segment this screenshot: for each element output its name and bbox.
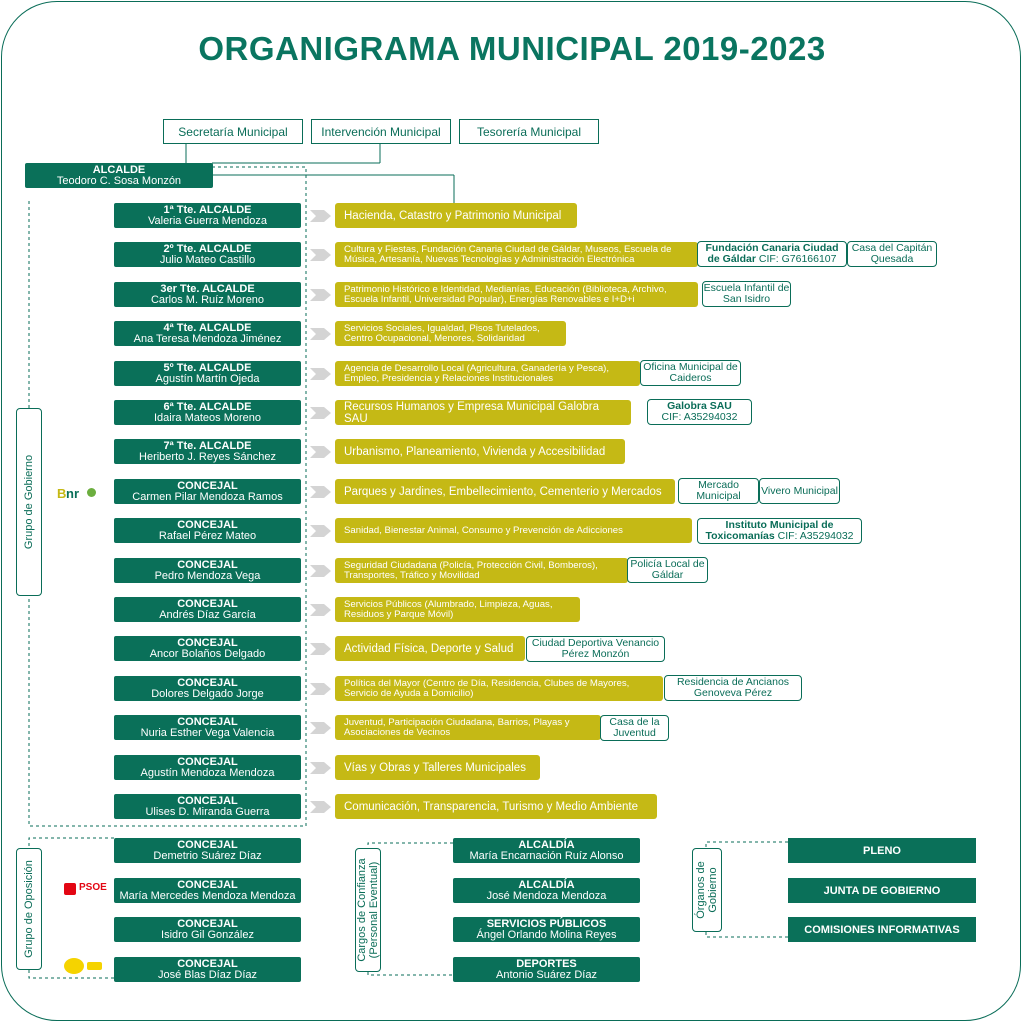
member-role: 4ª Tte. ALCALDE [163, 322, 252, 334]
escuela-infantil-box [702, 281, 791, 307]
chevron-right-icon [310, 643, 332, 655]
confianza-member-3 [453, 917, 640, 942]
member-name: Agustín Mendoza Mendoza [140, 767, 275, 779]
member-name: Heriberto J. Reyes Sánchez [139, 451, 276, 463]
nr-logo: B nr [57, 486, 101, 508]
organos-gobierno-label [692, 848, 722, 932]
oficina-caideros-box [640, 360, 741, 386]
gobierno-member-16 [114, 794, 301, 819]
member-name: Idaira Mateos Moreno [154, 412, 261, 424]
secretaria-box: Secretaría Municipal [163, 119, 303, 144]
galobra-box [647, 399, 752, 425]
chevron-right-icon [310, 446, 332, 458]
member-role: CONCEJAL [177, 677, 238, 689]
member-role: SERVICIOS PÚBLICOS [486, 918, 607, 930]
gobierno-member-6 [114, 400, 301, 425]
member-name: Ulises D. Miranda Guerra [145, 806, 270, 818]
member-role: DEPORTES [516, 958, 577, 970]
chevron-right-icon [310, 486, 332, 498]
member-name: José Mendoza Mendoza [486, 890, 607, 902]
gobierno-member-11 [114, 597, 301, 622]
member-name: Ángel Orlando Molina Reyes [476, 929, 617, 941]
member-name: Carlos M. Ruíz Moreno [150, 294, 265, 306]
member-role: CONCEJAL [177, 519, 238, 531]
chevron-right-icon [310, 604, 332, 616]
casa-capitan-box [847, 241, 937, 267]
vivero-box [759, 478, 840, 504]
member-role: CONCEJAL [177, 879, 238, 891]
chevron-right-icon [310, 762, 332, 774]
tesoreria-box: Tesorería Municipal [459, 119, 599, 144]
residencia-box [664, 675, 802, 701]
fundacion-cif: CIF: G76166107 [755, 253, 837, 265]
gobierno-member-7 [114, 439, 301, 464]
gobierno-member-8 [114, 479, 301, 504]
chevron-right-icon [310, 368, 332, 380]
chevron-right-icon [310, 249, 332, 261]
area-7: Urbanismo, Planeamiento, Vivienda y Accesibilidad [335, 439, 625, 464]
gobierno-member-4 [114, 321, 301, 346]
oficina-caideros-text: Oficina Municipal de Caideros [643, 361, 738, 384]
area-9: Sanidad, Bienestar Animal, Consumo y Prevención de Adicciones [335, 518, 692, 543]
chevron-right-icon [310, 801, 332, 813]
area-14: Juventud, Participación Ciudadana, Barrios, Playas y Asociaciones de Vecinos [335, 715, 601, 740]
gobierno-member-9 [114, 518, 301, 543]
chevron-right-icon [310, 328, 332, 340]
member-role: CONCEJAL [177, 598, 238, 610]
member-role: ALCALDÍA [518, 839, 575, 851]
member-name: Ancor Bolaños Delgado [149, 648, 266, 660]
casa-capitan-text: Casa del Capitán Quesada [851, 242, 933, 265]
member-role: CONCEJAL [177, 839, 238, 851]
grupo-gobierno-label [16, 408, 42, 596]
area-11: Servicios Públicos (Alumbrado, Limpieza, Aguas, Residuos y Parque Móvil) [335, 597, 580, 622]
galobra-cif: CIF: A35294032 [661, 411, 738, 423]
alcalde-role: ALCALDE [92, 164, 146, 176]
casa-juventud-box [600, 715, 669, 741]
mercado-box [678, 478, 759, 504]
member-name: Ana Teresa Mendoza Jiménez [133, 333, 282, 345]
organo-1: PLENO [788, 838, 976, 863]
psoe-logo-text: PSOE [79, 882, 107, 893]
member-role: CONCEJAL [177, 795, 238, 807]
page-title: ORGANIGRAMA MUNICIPAL 2019-2023 [198, 30, 826, 67]
nr-logo-text: nr [66, 486, 79, 501]
member-name: Valeria Guerra Mendoza [147, 215, 268, 227]
member-name: José Blas Díaz Díaz [157, 969, 258, 981]
chevron-right-icon [310, 565, 332, 577]
member-name: Nuria Esther Vega Valencia [140, 727, 275, 739]
organos-gobierno-text: Órganos de Gobierno [695, 861, 719, 919]
oposicion-member-3 [114, 917, 301, 942]
confianza-member-1 [453, 838, 640, 863]
gobierno-member-1 [114, 203, 301, 228]
member-name: Demetrio Suárez Díaz [153, 850, 262, 862]
chevron-right-icon [310, 407, 332, 419]
gobierno-member-5 [114, 361, 301, 386]
member-role: 3er Tte. ALCALDE [160, 283, 255, 295]
member-name: María Mercedes Mendoza Mendoza [119, 890, 296, 902]
chevron-right-icon [310, 683, 332, 695]
fundacion-name: Fundación Canaria Ciudad de Gáldar [705, 242, 839, 265]
member-role: ALCALDÍA [518, 879, 575, 891]
member-name: Pedro Mendoza Vega [154, 570, 261, 582]
member-name: Carmen Pilar Mendoza Ramos [132, 491, 283, 503]
residencia-text: Residencia de Ancianos Genoveva Pérez [676, 676, 790, 699]
member-role: CONCEJAL [177, 480, 238, 492]
area-8: Parques y Jardines, Embellecimiento, Cementerio y Mercados [335, 479, 675, 504]
member-role: CONCEJAL [177, 716, 238, 728]
policia-text: Policía Local de Gáldar [630, 558, 705, 581]
area-5: Agencia de Desarrollo Local (Agricultura, Ganadería y Pesca), Empleo, Presidencia y Relaciones Institucionales [335, 361, 640, 386]
member-name: Agustín Martín Ojeda [155, 373, 260, 385]
oposicion-member-4 [114, 957, 301, 982]
imt-cif: CIF: A35294032 [774, 530, 854, 542]
member-name: Rafael Pérez Mateo [158, 530, 257, 542]
mercado-text: Mercado Municipal [696, 479, 741, 502]
gobierno-member-12 [114, 636, 301, 661]
cargos-confianza-label [355, 848, 381, 972]
grupo-gobierno-text: Grupo de Gobierno [23, 454, 35, 550]
alcalde-box [25, 163, 213, 188]
intervencion-box: Intervención Municipal [311, 119, 451, 144]
area-1: Hacienda, Catastro y Patrimonio Municipal [335, 203, 577, 228]
area-10: Seguridad Ciudadana (Policía, Protección Civil, Bomberos), Transportes, Tráfico y Movilidad [335, 558, 628, 583]
member-role: CONCEJAL [177, 559, 238, 571]
cargos-confianza-text: Cargos de Confianza (Personal Eventual) [356, 858, 380, 962]
confianza-member-4 [453, 957, 640, 982]
ciudad-deportiva-box [526, 636, 665, 662]
member-role: CONCEJAL [177, 756, 238, 768]
area-13: Política del Mayor (Centro de Día, Residencia, Clubes de Mayores, Servicio de Ayuda a Domicilio) [335, 676, 663, 701]
galobra-name: Galobra SAU [667, 400, 732, 412]
escuela-infantil-text: Escuela Infantil de San Isidro [703, 282, 790, 305]
organo-3: COMISIONES INFORMATIVAS [788, 917, 976, 942]
member-role: 5º Tte. ALCALDE [163, 362, 252, 374]
member-role: CONCEJAL [177, 918, 238, 930]
member-role: 6ª Tte. ALCALDE [163, 401, 252, 413]
chevron-right-icon [310, 525, 332, 537]
gobierno-member-14 [114, 715, 301, 740]
member-name: Julio Mateo Castillo [159, 254, 256, 266]
grupo-oposicion-label [16, 848, 42, 970]
oposicion-member-2 [114, 878, 301, 903]
member-name: Isidro Gil González [161, 929, 254, 941]
policia-box [627, 557, 708, 583]
organo-2: JUNTA DE GOBIERNO [788, 878, 976, 903]
area-16: Comunicación, Transparencia, Turismo y Medio Ambiente [335, 794, 657, 819]
area-15: Vías y Obras y Talleres Municipales [335, 755, 540, 780]
member-role: 1ª Tte. ALCALDE [163, 204, 252, 216]
gobierno-member-13 [114, 676, 301, 701]
member-name: Andrés Díaz García [159, 609, 256, 621]
chevron-right-icon [310, 289, 332, 301]
party-logo-yellow [64, 958, 104, 974]
member-role: 7ª Tte. ALCALDE [163, 440, 252, 452]
imt-box [697, 518, 862, 544]
member-role: 2º Tte. ALCALDE [163, 243, 252, 255]
vivero-text: Vivero Municipal [761, 484, 838, 497]
gobierno-member-2 [114, 242, 301, 267]
member-role: CONCEJAL [177, 958, 238, 970]
area-12: Actividad Física, Deporte y Salud [335, 636, 525, 661]
area-4: Servicios Sociales, Igualdad, Pisos Tutelados, Centro Ocupacional, Menores, Solidaridad [335, 321, 566, 346]
gobierno-member-3 [114, 282, 301, 307]
psoe-logo [64, 882, 106, 896]
ciudad-deportiva-text: Ciudad Deportiva Venancio Pérez Monzón [531, 637, 660, 660]
chevron-right-icon [310, 210, 332, 222]
chevron-right-icon [310, 722, 332, 734]
member-name: Dolores Delgado Jorge [151, 688, 264, 700]
member-role: CONCEJAL [177, 637, 238, 649]
confianza-member-2 [453, 878, 640, 903]
oposicion-member-1 [114, 838, 301, 863]
grupo-oposicion-text: Grupo de Oposición [23, 860, 35, 958]
area-2: Cultura y Fiestas, Fundación Canaria Ciudad de Gáldar, Museos, Escuela de Música, Artesanía, Nuevas Tecnologías y Administración Electrónica [335, 242, 698, 267]
fundacion-box [697, 241, 847, 267]
imt-name: Instituto Municipal de Toxicomanías [705, 519, 834, 542]
member-name: Antonio Suárez Díaz [496, 969, 597, 981]
area-3: Patrimonio Histórico e Identidad, Medianías, Educación (Biblioteca, Archivo, Escuela Infantil, Universidad Popular), Energías Renovables e I+D+i [335, 282, 698, 307]
member-name: María Encarnación Ruíz Alonso [469, 850, 624, 862]
alcalde-name: Teodoro C. Sosa Monzón [56, 175, 182, 187]
area-6: Recursos Humanos y Empresa Municipal Galobra SAU [335, 400, 631, 425]
casa-juventud-text: Casa de la Juventud [609, 716, 660, 739]
gobierno-member-15 [114, 755, 301, 780]
gobierno-member-10 [114, 558, 301, 583]
